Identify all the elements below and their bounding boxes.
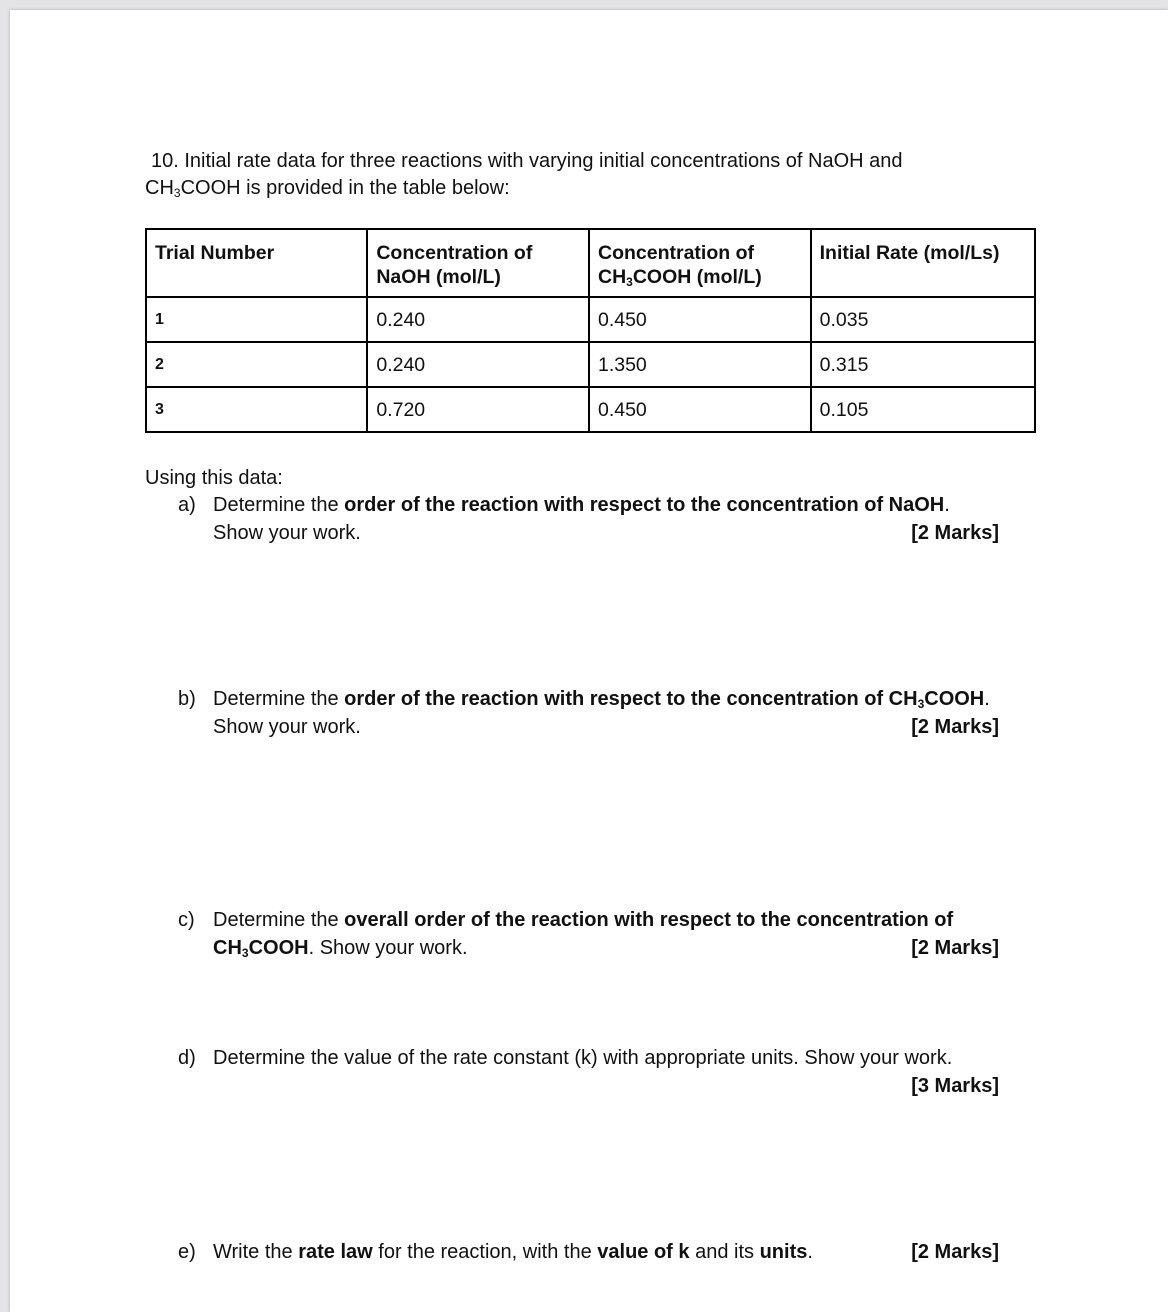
- part-a-bold: order of the reaction with respect to the concentration of NaOH: [344, 494, 945, 516]
- part-d-line1: Determine the value of the rate constant (k) with appropriate units. Show your work.: [213, 1047, 953, 1069]
- part-e-b3: units: [759, 1241, 808, 1263]
- part-a-letter: a): [178, 494, 196, 516]
- part-b-pre: Determine the: [213, 688, 345, 710]
- cell-trial: 2: [146, 342, 367, 387]
- cell-naoh: 0.720: [367, 387, 589, 432]
- part-e-t1: Write the: [213, 1241, 299, 1263]
- part-c-cooh: COOH: [248, 937, 309, 959]
- part-c-letter: c): [178, 909, 195, 931]
- part-c-show-work: . Show your work.: [308, 937, 468, 959]
- part-c-marks: [2 Marks]: [911, 937, 999, 959]
- using-data-label: Using this data:: [145, 467, 283, 489]
- part-c-ch: CH: [213, 937, 242, 959]
- table-row: [146, 342, 1035, 387]
- header-trial: Trial Number: [146, 229, 367, 297]
- header-ch3cooh-rest: COOH (mol/L): [632, 266, 762, 288]
- part-e-t2: for the reaction, with the: [372, 1241, 598, 1263]
- part-c-line2: [213, 934, 1023, 962]
- header-naoh: [367, 229, 589, 297]
- cell-ch3cooh: 1.350: [589, 342, 811, 387]
- header-ch3cooh: [589, 229, 811, 297]
- part-b-sub: 3: [917, 697, 925, 711]
- rate-data-table: [145, 228, 1036, 433]
- header-naoh-line2: NaOH (mol/L): [376, 266, 501, 288]
- part-a-marks: [2 Marks]: [911, 522, 999, 544]
- intro-text-2: COOH is provided in the table below:: [180, 177, 510, 199]
- part-a-post: .: [944, 494, 950, 516]
- cell-trial: 1: [146, 297, 367, 342]
- header-rate: Initial Rate (mol/Ls): [811, 229, 1035, 297]
- part-c: [178, 906, 1023, 962]
- part-e-t4: .: [807, 1241, 813, 1263]
- part-c-bold: overall order of the reaction with respect to the concentration of: [344, 909, 954, 931]
- cell-rate: 0.105: [811, 387, 1035, 432]
- part-a-pre: Determine the: [213, 494, 345, 516]
- intro-line-2: [145, 175, 1025, 202]
- intro-ch: CH: [145, 177, 174, 199]
- cell-trial: 3: [146, 387, 367, 432]
- part-a-line2: [213, 519, 1023, 547]
- part-e-b1: rate law: [298, 1241, 373, 1263]
- intro-line-1: [145, 148, 1025, 175]
- intro-text-1: Initial rate data for three reactions with varying initial concentrations of NaOH and: [184, 150, 903, 172]
- part-c-sub: 3: [241, 946, 249, 960]
- table-row: [146, 297, 1035, 342]
- cell-rate: 0.315: [811, 342, 1035, 387]
- intro-sub: 3: [173, 186, 181, 200]
- part-b-marks: [2 Marks]: [911, 716, 999, 738]
- header-ch3cooh-ch: CH: [597, 266, 627, 288]
- table-row: [146, 387, 1035, 432]
- cell-naoh: 0.240: [367, 342, 589, 387]
- part-e-marks: [2 Marks]: [911, 1241, 999, 1263]
- cell-rate: 0.035: [811, 297, 1035, 342]
- cell-ch3cooh: 0.450: [589, 297, 811, 342]
- part-e-letter: e): [178, 1241, 196, 1263]
- part-e-b2: value of k: [597, 1241, 690, 1263]
- part-e: [178, 1238, 1023, 1266]
- part-b-show-work: Show your work.: [213, 716, 361, 738]
- header-ch3cooh-line1: Concentration of: [597, 242, 754, 264]
- document-page: [10, 10, 1168, 1312]
- part-b-line1: [213, 685, 1023, 713]
- part-d: [178, 1044, 1023, 1100]
- header-naoh-line1: Concentration of: [376, 242, 533, 264]
- part-b-line2: [213, 713, 1023, 741]
- question-number: 10.: [151, 150, 179, 172]
- table-header-row: [146, 229, 1035, 297]
- question-intro: [145, 148, 1025, 202]
- part-c-line1: [213, 906, 1023, 934]
- part-a-line1: [213, 491, 1023, 519]
- part-b-bold-post: COOH: [924, 688, 985, 710]
- part-b-letter: b): [178, 688, 196, 710]
- part-d-letter: d): [178, 1047, 196, 1069]
- part-e-t3: and its: [689, 1241, 760, 1263]
- part-b-bold: order of the reaction with respect to the concentration of CH: [344, 688, 918, 710]
- part-a-show-work: Show your work.: [213, 522, 361, 544]
- part-c-pre: Determine the: [213, 909, 345, 931]
- cell-ch3cooh: 0.450: [589, 387, 811, 432]
- part-e-line1: [213, 1238, 1023, 1266]
- part-d-line2: [213, 1072, 1023, 1100]
- part-b: [178, 685, 1023, 741]
- header-ch3cooh-sub: 3: [626, 275, 633, 289]
- part-a: [178, 491, 1023, 547]
- part-b-post: .: [984, 688, 990, 710]
- part-d-marks: [3 Marks]: [911, 1075, 999, 1097]
- cell-naoh: 0.240: [367, 297, 589, 342]
